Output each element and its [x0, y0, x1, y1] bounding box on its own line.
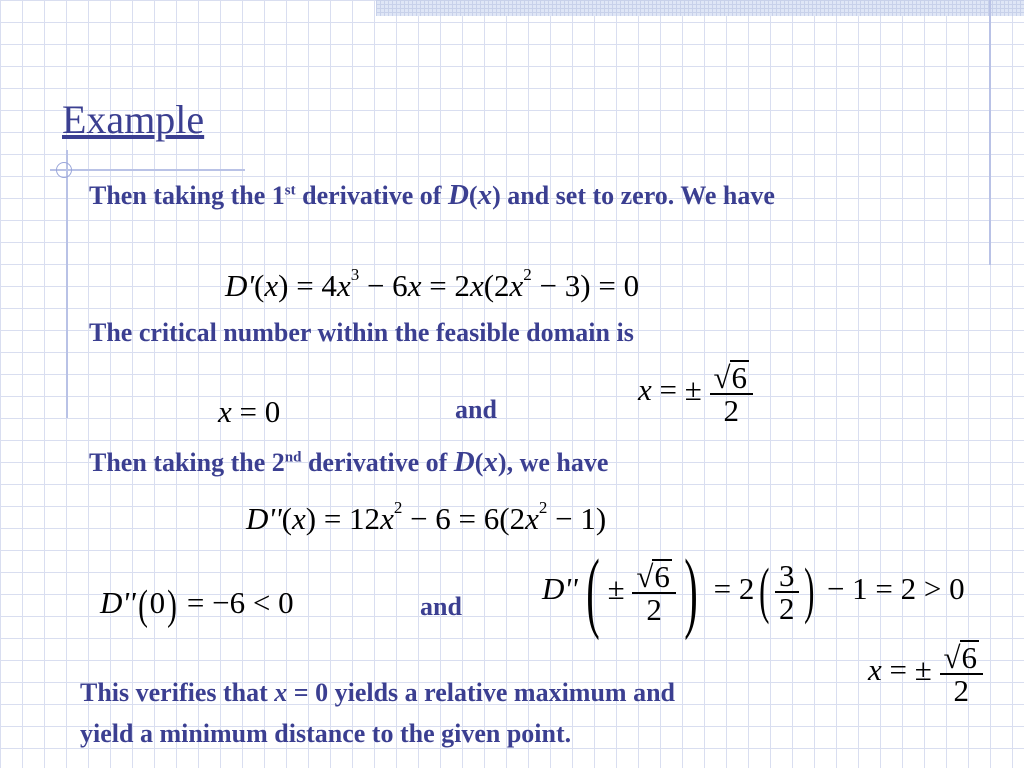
- concl-tail1: yields a relative maximum and: [328, 678, 675, 707]
- crit-num-wrap: [710, 360, 754, 393]
- p1-rp: ): [492, 181, 501, 210]
- side-var: x: [868, 652, 882, 688]
- p1-lead: Then taking the 1: [89, 181, 285, 210]
- paragraph-first-derivative: [89, 175, 919, 216]
- side-num-wrap: [940, 640, 984, 673]
- eq1-pow3: 3: [350, 265, 360, 284]
- p1-var: x: [477, 179, 493, 211]
- eval-num-wrap: [632, 559, 676, 592]
- p1-sup: st: [284, 182, 296, 199]
- eval-fraction-2: [775, 560, 799, 624]
- critical-right: [638, 360, 753, 426]
- top-decorative-band: [376, 0, 1024, 16]
- p3-lp: (: [474, 448, 484, 477]
- eq1-x2: x: [336, 268, 351, 303]
- eq1-x3: x: [407, 268, 422, 303]
- concl-eq: = 0: [287, 678, 329, 707]
- eval-tail: − 1 = 2 > 0: [819, 571, 965, 607]
- p1-lp: (: [468, 181, 478, 210]
- eq1-eq2: = 2: [421, 268, 470, 303]
- eq2-x: x: [291, 501, 306, 536]
- p1-tail: and set to zero. We have: [500, 181, 775, 210]
- eval-left: [100, 585, 294, 627]
- eval-left-lparen: (: [137, 583, 148, 629]
- p3-var: x: [483, 446, 498, 478]
- paragraph-critical-number: The critical number within the feasible domain is: [89, 318, 634, 347]
- title-rule: [50, 169, 245, 171]
- crit-right-rest: = ±: [651, 372, 702, 408]
- p3-tail: , we have: [506, 448, 609, 477]
- eval-left-fn: D'': [100, 585, 136, 621]
- eval-num2: 3: [779, 558, 795, 593]
- side-fraction: [940, 640, 984, 706]
- concl-lead: This verifies that: [80, 678, 275, 707]
- eval-mid-lparen: (: [759, 557, 770, 626]
- eq2-rest1: = 12: [316, 501, 381, 536]
- equation-first-derivative: [225, 265, 640, 303]
- eq1-x5: x: [509, 268, 524, 303]
- eval-right: [542, 542, 965, 641]
- side-equation: [868, 640, 983, 706]
- critical-left: [218, 396, 280, 427]
- side-den: 2: [940, 673, 984, 706]
- eq2-rest3: − 1): [547, 501, 607, 536]
- crit-num: 6: [731, 360, 748, 395]
- p3-mid: derivative of: [301, 448, 454, 477]
- eq1-eq: = 4: [288, 268, 337, 303]
- eq1-po: (: [254, 268, 265, 303]
- eq2-x3: x: [525, 501, 539, 536]
- eq1-open2: (2: [483, 268, 510, 303]
- eq1-x: x: [264, 268, 279, 303]
- p3-fn: D: [453, 446, 475, 478]
- sqrt-icon: √6: [713, 360, 748, 395]
- p1-fn: D: [447, 179, 469, 211]
- p1-mid: derivative of: [295, 181, 448, 210]
- eq2-pow: 2: [393, 498, 403, 517]
- eval-mid: = 2: [705, 571, 755, 607]
- and-label-1: and: [455, 395, 497, 424]
- eq2-pow2: 2: [538, 498, 548, 517]
- equation-second-derivative: $D''(x) = 12x^2 - 6 = 6(2x^2 - 1)$: [246, 498, 607, 536]
- and-label-2: and: [420, 592, 462, 621]
- concl-line2: yield a minimum distance to the given point.: [80, 719, 572, 748]
- crit-left-var: x: [218, 394, 232, 429]
- side-num: 6: [961, 640, 978, 675]
- right-accent-line: [989, 0, 991, 265]
- crit-den: 2: [710, 393, 754, 426]
- eval-den: 2: [632, 592, 676, 625]
- eval-num: 6: [654, 559, 670, 594]
- eq1-tail: − 3) = 0: [531, 268, 640, 303]
- eval-left-rparen: ): [167, 583, 178, 629]
- eq2-x2: x: [380, 501, 394, 536]
- crit-right-var: x: [638, 372, 652, 408]
- eval-right-rparen: ): [684, 542, 698, 641]
- page-title: Example: [62, 97, 205, 142]
- eval-fraction-1: [632, 559, 676, 625]
- eq1-lhs: D': [225, 268, 255, 303]
- eval-den2: 2: [775, 591, 799, 624]
- eval-right-lparen: (: [585, 542, 600, 641]
- eq2-lhs: D'': [246, 501, 282, 536]
- eval-left-rest: = −6 < 0: [179, 585, 294, 621]
- eq2-rest2: − 6 = 6(2: [402, 501, 526, 536]
- sqrt-icon-3: √6: [943, 640, 978, 675]
- title-rule-circle: [56, 162, 72, 178]
- crit-fraction: [710, 360, 754, 426]
- eval-pm: ±: [607, 571, 625, 607]
- sqrt-icon-2: √6: [636, 559, 670, 594]
- side-rest: = ±: [881, 652, 932, 688]
- paragraph-conclusion: [80, 672, 870, 754]
- p3-rp: ): [497, 448, 507, 477]
- p3-lead: Then taking the 2: [89, 448, 285, 477]
- eval-mid-rparen: ): [803, 557, 815, 626]
- eval-left-arg: 0: [149, 585, 166, 621]
- left-accent-line: [66, 150, 68, 418]
- crit-left-rest: = 0: [231, 394, 281, 429]
- paragraph-second-derivative: [89, 442, 608, 483]
- eq1-pc: ): [278, 268, 289, 303]
- eq1-pow2: 2: [523, 265, 532, 284]
- eq1-x4: x: [469, 268, 484, 303]
- eval-right-fn: D'': [542, 571, 578, 607]
- eq1-minus: − 6: [359, 268, 408, 303]
- concl-var: x: [274, 678, 288, 707]
- p3-sup: nd: [284, 449, 302, 466]
